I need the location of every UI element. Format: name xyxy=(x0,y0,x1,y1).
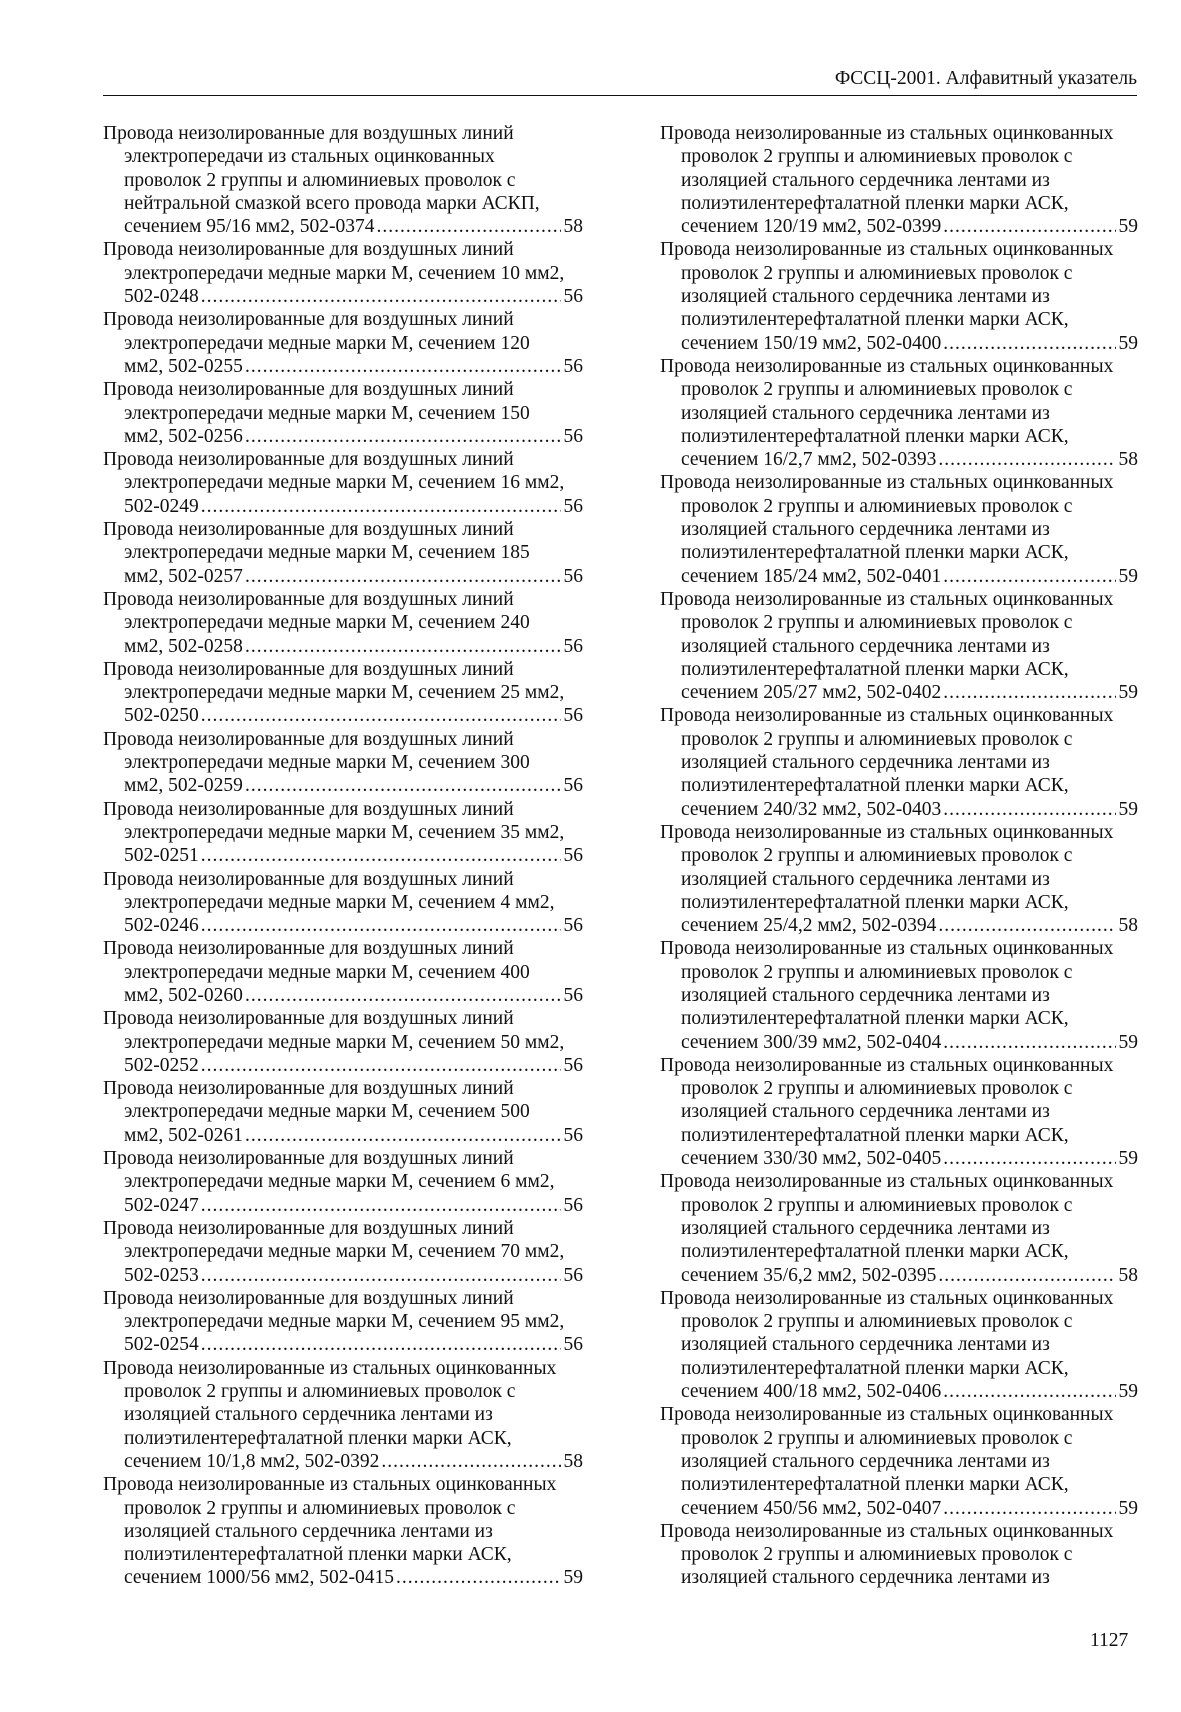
dot-leader xyxy=(199,285,561,308)
entry-text-line: проволок 2 группы и алюминиевых проволок с xyxy=(681,379,1073,401)
index-entry xyxy=(660,1054,1138,1170)
entry-page-ref: 56 xyxy=(563,495,583,517)
index-entry xyxy=(103,658,583,728)
entry-text-line: изоляцией стального сердечника лентами из xyxy=(124,1520,493,1542)
entry-text-line: полиэтилентерефталатной пленки марки АСК, xyxy=(681,1124,1069,1146)
entry-text-line: полиэтилентерефталатной пленки марки АСК, xyxy=(681,192,1069,214)
entry-text-line: электропередачи медные марки М, сечением 185 xyxy=(124,542,530,564)
dot-leader xyxy=(199,704,561,727)
index-entry xyxy=(103,308,583,378)
index-entry xyxy=(103,1217,583,1287)
entry-text-line: изоляцией стального сердечника лентами из xyxy=(681,1334,1050,1356)
entry-text-line: Провода неизолированные из стальных оцинкованных xyxy=(660,1287,1114,1309)
entry-text-line: 502-0252 xyxy=(124,1054,199,1076)
dot-leader xyxy=(199,1333,561,1356)
entry-text-line: Провода неизолированные из стальных оцинкованных xyxy=(660,1404,1114,1426)
index-entry xyxy=(103,1077,583,1147)
entry-last-line xyxy=(103,1566,583,1589)
running-header: ФССЦ-2001. Алфавитный указатель xyxy=(834,68,1137,89)
dot-leader xyxy=(941,798,1115,821)
dot-leader xyxy=(243,565,561,588)
dot-leader xyxy=(941,1031,1115,1054)
index-entry xyxy=(660,238,1138,354)
index-entry xyxy=(660,937,1138,1053)
index-entry xyxy=(103,1357,583,1473)
entry-last-line xyxy=(660,681,1138,704)
entry-text-line: Провода неизолированные из стальных оцинкованных xyxy=(660,1520,1114,1542)
page-number: 1127 xyxy=(1090,1630,1129,1651)
dot-leader xyxy=(243,635,561,658)
entry-page-ref: 59 xyxy=(1118,1148,1138,1170)
entry-text-line: мм2, 502-0259 xyxy=(124,775,243,797)
entry-page-ref: 56 xyxy=(563,565,583,587)
index-entry xyxy=(660,122,1138,238)
entry-text-line: электропередачи медные марки М, сечением 4 мм2, xyxy=(124,891,555,913)
entry-page-ref: 56 xyxy=(563,635,583,657)
index-entry xyxy=(103,1147,583,1217)
entry-text-line: полиэтилентерефталатной пленки марки АСК, xyxy=(681,1008,1069,1030)
entry-text-line: мм2, 502-0256 xyxy=(124,425,243,447)
entry-text-line: нейтральной смазкой всего провода марки АСКП, xyxy=(124,192,540,214)
dot-leader xyxy=(941,1147,1115,1170)
entry-last-line xyxy=(103,1333,583,1356)
entry-text-line: электропередачи медные марки М, сечением 10 мм2, xyxy=(124,262,565,284)
entry-last-line xyxy=(103,914,583,937)
entry-text-line: проволок 2 группы и алюминиевых проволок с xyxy=(681,146,1073,168)
entry-text-line: изоляцией стального сердечника лентами из xyxy=(681,519,1050,541)
entry-text-line: изоляцией стального сердечника лентами из xyxy=(124,1404,493,1426)
entry-text-line: Провода неизолированные из стальных оцинкованных xyxy=(660,821,1114,843)
dot-leader xyxy=(243,984,561,1007)
entry-last-line xyxy=(660,798,1138,821)
index-entry xyxy=(103,1287,583,1357)
entry-page-ref: 56 xyxy=(563,775,583,797)
entry-text-line: Провода неизолированные для воздушных линий xyxy=(103,519,514,541)
index-entry xyxy=(103,518,583,588)
entry-page-ref: 58 xyxy=(563,216,583,238)
dot-leader xyxy=(394,1566,561,1589)
entry-text-line: электропередачи медные марки М, сечением 120 xyxy=(124,332,530,354)
entry-text-line: проволок 2 группы и алюминиевых проволок с xyxy=(681,1194,1073,1216)
index-column-right xyxy=(660,122,1138,1590)
dot-leader xyxy=(199,1264,561,1287)
entry-text-line: изоляцией стального сердечника лентами из xyxy=(681,1101,1050,1123)
entry-text-line: сечением 10/1,8 мм2, 502-0392 xyxy=(124,1450,380,1472)
index-entry xyxy=(103,1007,583,1077)
entry-text-line: электропередачи медные марки М, сечением 70 мм2, xyxy=(124,1241,565,1263)
entry-text-line: сечением 330/30 мм2, 502-0405 xyxy=(681,1148,942,1170)
entry-text-line: Провода неизолированные для воздушных линий xyxy=(103,798,514,820)
entry-last-line xyxy=(103,355,583,378)
entry-text-line: проволок 2 группы и алюминиевых проволок с xyxy=(681,1427,1073,1449)
dot-leader xyxy=(199,914,561,937)
entry-last-line xyxy=(660,1031,1138,1054)
entry-text-line: Провода неизолированные для воздушных линий xyxy=(103,868,514,890)
entry-text-line: электропередачи медные марки М, сечением 16 мм2, xyxy=(124,472,565,494)
index-entry xyxy=(103,728,583,798)
entry-text-line: Провода неизолированные для воздушных линий xyxy=(103,449,514,471)
entry-text-line: сечением 450/56 мм2, 502-0407 xyxy=(681,1497,942,1519)
index-entry xyxy=(103,1473,583,1589)
entry-text-line: мм2, 502-0258 xyxy=(124,635,243,657)
entry-last-line xyxy=(103,1450,583,1473)
entry-page-ref: 58 xyxy=(1118,1264,1138,1286)
entry-text-line: сечением 35/6,2 мм2, 502-0395 xyxy=(681,1264,937,1286)
entry-text-line: полиэтилентерефталатной пленки марки АСК, xyxy=(681,309,1069,331)
entry-text-line: Провода неизолированные для воздушных линий xyxy=(103,1008,514,1030)
entry-page-ref: 59 xyxy=(1118,1497,1138,1519)
dot-leader xyxy=(199,1054,561,1077)
index-entry xyxy=(103,937,583,1007)
entry-text-line: Провода неизолированные для воздушных линий xyxy=(103,1078,514,1100)
entry-text-line: изоляцией стального сердечника лентами из xyxy=(681,868,1050,890)
entry-text-line: сечением 95/16 мм2, 502-0374 xyxy=(124,216,375,238)
index-entry xyxy=(660,588,1138,704)
dot-leader xyxy=(243,355,561,378)
entry-text-line: Провода неизолированные для воздушных линий xyxy=(103,1148,514,1170)
dot-leader xyxy=(199,1194,561,1217)
entry-text-line: Провода неизолированные из стальных оцинкованных xyxy=(660,123,1114,144)
entry-page-ref: 59 xyxy=(563,1567,583,1589)
entry-text-line: сечением 25/4,2 мм2, 502-0394 xyxy=(681,915,937,937)
dot-leader xyxy=(936,448,1115,471)
entry-text-line: Провода неизолированные из стальных оцинкованных xyxy=(660,355,1114,377)
index-entry xyxy=(103,448,583,518)
entry-last-line xyxy=(103,1194,583,1217)
entry-text-line: 502-0249 xyxy=(124,495,199,517)
entry-page-ref: 56 xyxy=(563,286,583,308)
entry-text-line: проволок 2 группы и алюминиевых проволок с xyxy=(681,1544,1073,1566)
entry-text-line: полиэтилентерефталатной пленки марки АСК, xyxy=(681,891,1069,913)
entry-text-line: изоляцией стального сердечника лентами из xyxy=(681,169,1050,191)
entry-text-line: мм2, 502-0255 xyxy=(124,355,243,377)
entry-text-line: изоляцией стального сердечника лентами из xyxy=(681,1567,1050,1589)
index-entry xyxy=(103,122,583,238)
entry-text-line: Провода неизолированные из стальных оцинкованных xyxy=(660,938,1114,960)
entry-text-line: Провода неизолированные из стальных оцинкованных xyxy=(660,588,1114,610)
index-entry xyxy=(660,1520,1138,1590)
entry-text-line: изоляцией стального сердечника лентами из xyxy=(681,1217,1050,1239)
entry-text-line: Провода неизолированные для воздушных линий xyxy=(103,379,514,401)
dot-leader xyxy=(941,681,1115,704)
entry-text-line: Провода неизолированные для воздушных линий xyxy=(103,309,514,331)
index-entry xyxy=(103,868,583,938)
dot-leader xyxy=(941,1380,1115,1403)
entry-last-line xyxy=(103,215,583,238)
entry-last-line xyxy=(103,285,583,308)
dot-leader xyxy=(243,774,561,797)
entry-text-line: проволок 2 группы и алюминиевых проволок с xyxy=(681,262,1073,284)
entry-page-ref: 56 xyxy=(563,1334,583,1356)
entry-page-ref: 59 xyxy=(1118,682,1138,704)
entry-text-line: проволок 2 группы и алюминиевых проволок с xyxy=(124,1497,516,1519)
dot-leader xyxy=(941,1497,1115,1520)
index-entry xyxy=(660,1287,1138,1403)
entry-text-line: проволок 2 группы и алюминиевых проволок с xyxy=(681,1078,1073,1100)
entry-text-line: 502-0254 xyxy=(124,1334,199,1356)
entry-text-line: 502-0253 xyxy=(124,1264,199,1286)
entry-text-line: проволок 2 группы и алюминиевых проволок с xyxy=(681,728,1073,750)
entry-last-line xyxy=(103,1264,583,1287)
dot-leader xyxy=(199,844,561,867)
entry-last-line xyxy=(103,425,583,448)
index-entry xyxy=(660,821,1138,937)
entry-page-ref: 56 xyxy=(563,845,583,867)
entry-page-ref: 58 xyxy=(563,1450,583,1472)
dot-leader xyxy=(941,332,1115,355)
entry-last-line xyxy=(660,448,1138,471)
entry-text-line: сечением 1000/56 мм2, 502-0415 xyxy=(124,1567,394,1589)
entry-text-line: Провода неизолированные для воздушных линий xyxy=(103,1287,514,1309)
entry-text-line: электропередачи медные марки М, сечением 25 мм2, xyxy=(124,682,565,704)
entry-text-line: Провода неизолированные для воздушных линий xyxy=(103,658,514,680)
entry-text-line: изоляцией стального сердечника лентами из xyxy=(681,286,1050,308)
entry-page-ref: 58 xyxy=(1118,449,1138,471)
dot-leader xyxy=(243,425,561,448)
entry-text-line: электропередачи медные марки М, сечением 6 мм2, xyxy=(124,1171,555,1193)
entry-text-line: 502-0246 xyxy=(124,915,199,937)
entry-text-line: полиэтилентерефталатной пленки марки АСК, xyxy=(681,1357,1069,1379)
entry-last-line xyxy=(103,774,583,797)
entry-text-line: Провода неизолированные из стальных оцинкованных xyxy=(660,1171,1114,1193)
entry-last-line xyxy=(103,704,583,727)
entry-text-line: электропередачи медные марки М, сечением 400 xyxy=(124,961,530,983)
entry-last-line xyxy=(660,914,1138,937)
entry-text-line: полиэтилентерефталатной пленки марки АСК, xyxy=(124,1544,512,1566)
entry-text-line: сечением 240/32 мм2, 502-0403 xyxy=(681,798,942,820)
entry-page-ref: 59 xyxy=(1118,1381,1138,1403)
index-entry xyxy=(103,238,583,308)
entry-text-line: Провода неизолированные для воздушных линий xyxy=(103,239,514,261)
entry-page-ref: 56 xyxy=(563,1264,583,1286)
entry-page-ref: 59 xyxy=(1118,798,1138,820)
entry-page-ref: 56 xyxy=(563,355,583,377)
entry-text-line: проволок 2 группы и алюминиевых проволок с xyxy=(681,495,1073,517)
entry-text-line: Провода неизолированные для воздушных линий xyxy=(103,728,514,750)
header-rule xyxy=(103,95,1137,96)
entry-page-ref: 56 xyxy=(563,984,583,1006)
entry-page-ref: 56 xyxy=(563,1194,583,1216)
entry-text-line: 502-0248 xyxy=(124,286,199,308)
entry-text-line: 502-0250 xyxy=(124,705,199,727)
entry-page-ref: 59 xyxy=(1118,1031,1138,1053)
entry-text-line: изоляцией стального сердечника лентами из xyxy=(681,752,1050,774)
entry-text-line: полиэтилентерефталатной пленки марки АСК, xyxy=(681,1474,1069,1496)
entry-text-line: сечением 300/39 мм2, 502-0404 xyxy=(681,1031,942,1053)
entry-last-line xyxy=(660,1147,1138,1170)
entry-text-line: электропередачи медные марки М, сечением 150 xyxy=(124,402,530,424)
entry-last-line xyxy=(103,984,583,1007)
entry-text-line: Провода неизолированные из стальных оцинкованных xyxy=(660,705,1114,727)
entry-text-line: проволок 2 группы и алюминиевых проволок с xyxy=(681,845,1073,867)
dot-leader xyxy=(936,1264,1115,1287)
entry-page-ref: 56 xyxy=(563,1124,583,1146)
entry-last-line xyxy=(660,1264,1138,1287)
entry-page-ref: 56 xyxy=(563,705,583,727)
entry-text-line: сечением 205/27 мм2, 502-0402 xyxy=(681,682,942,704)
entry-text-line: проволок 2 группы и алюминиевых проволок с xyxy=(124,1381,516,1403)
dot-leader xyxy=(243,1124,561,1147)
dot-leader xyxy=(374,215,560,238)
dot-leader xyxy=(199,495,561,518)
entry-text-line: сечением 185/24 мм2, 502-0401 xyxy=(681,565,942,587)
entry-text-line: 502-0247 xyxy=(124,1194,199,1216)
entry-text-line: мм2, 502-0261 xyxy=(124,1124,243,1146)
entry-last-line xyxy=(660,332,1138,355)
entry-last-line xyxy=(103,844,583,867)
entry-text-line: Провода неизолированные для воздушных линий xyxy=(103,588,514,610)
entry-text-line: сечением 16/2,7 мм2, 502-0393 xyxy=(681,449,937,471)
entry-page-ref: 58 xyxy=(1118,915,1138,937)
dot-leader xyxy=(941,215,1115,238)
entry-text-line: полиэтилентерефталатной пленки марки АСК, xyxy=(681,425,1069,447)
entry-text-line: Провода неизолированные из стальных оцинкованных xyxy=(103,1357,557,1379)
dot-leader xyxy=(941,565,1115,588)
entry-text-line: проволок 2 группы и алюминиевых проволок с xyxy=(681,961,1073,983)
entry-text-line: полиэтилентерефталатной пленки марки АСК, xyxy=(681,1241,1069,1263)
entry-last-line xyxy=(660,1380,1138,1403)
entry-text-line: проволок 2 группы и алюминиевых проволок с xyxy=(124,169,516,191)
entry-last-line xyxy=(103,1054,583,1077)
index-entry xyxy=(103,798,583,868)
entry-text-line: Провода неизолированные из стальных оцинкованных xyxy=(660,472,1114,494)
index-entry xyxy=(660,1403,1138,1519)
entry-text-line: изоляцией стального сердечника лентами из xyxy=(681,402,1050,424)
entry-page-ref: 59 xyxy=(1118,332,1138,354)
entry-text-line: сечением 120/19 мм2, 502-0399 xyxy=(681,216,942,238)
entry-text-line: электропередачи медные марки М, сечением 50 мм2, xyxy=(124,1031,565,1053)
entry-text-line: изоляцией стального сердечника лентами из xyxy=(681,984,1050,1006)
entry-text-line: изоляцией стального сердечника лентами из xyxy=(681,635,1050,657)
index-entry xyxy=(660,1170,1138,1286)
entry-text-line: электропередачи из стальных оцинкованных xyxy=(124,146,495,168)
entry-text-line: электропередачи медные марки М, сечением 300 xyxy=(124,752,530,774)
entry-text-line: Провода неизолированные для воздушных линий xyxy=(103,123,514,144)
entry-text-line: Провода неизолированные из стальных оцинкованных xyxy=(660,239,1114,261)
entry-text-line: 502-0251 xyxy=(124,845,199,867)
entry-text-line: полиэтилентерефталатной пленки марки АСК, xyxy=(681,658,1069,680)
entry-text-line: Провода неизолированные для воздушных линий xyxy=(103,1217,514,1239)
entry-last-line xyxy=(660,215,1138,238)
entry-text-line: мм2, 502-0257 xyxy=(124,565,243,587)
entry-text-line: электропередачи медные марки М, сечением 500 xyxy=(124,1101,530,1123)
entry-last-line xyxy=(103,565,583,588)
entry-last-line xyxy=(103,495,583,518)
entry-page-ref: 56 xyxy=(563,1054,583,1076)
entry-last-line xyxy=(103,635,583,658)
index-entry xyxy=(103,378,583,448)
entry-last-line xyxy=(660,565,1138,588)
index-entry xyxy=(660,355,1138,471)
dot-leader xyxy=(936,914,1115,937)
entry-last-line xyxy=(660,1497,1138,1520)
index-column-left xyxy=(103,122,583,1590)
index-entry xyxy=(103,588,583,658)
entry-text-line: Провода неизолированные из стальных оцинкованных xyxy=(660,1054,1114,1076)
entry-page-ref: 59 xyxy=(1118,216,1138,238)
entry-text-line: изоляцией стального сердечника лентами из xyxy=(681,1450,1050,1472)
index-entry xyxy=(660,471,1138,587)
entry-page-ref: 56 xyxy=(563,915,583,937)
entry-text-line: сечением 150/19 мм2, 502-0400 xyxy=(681,332,942,354)
entry-page-ref: 56 xyxy=(563,425,583,447)
entry-text-line: полиэтилентерефталатной пленки марки АСК, xyxy=(681,775,1069,797)
entry-text-line: электропередачи медные марки М, сечением 35 мм2, xyxy=(124,821,565,843)
entry-last-line xyxy=(103,1124,583,1147)
dot-leader xyxy=(379,1450,560,1473)
entry-text-line: полиэтилентерефталатной пленки марки АСК, xyxy=(124,1427,512,1449)
entry-text-line: электропередачи медные марки М, сечением 95 мм2, xyxy=(124,1311,565,1333)
entry-text-line: электропередачи медные марки М, сечением 240 xyxy=(124,612,530,634)
index-entry xyxy=(660,704,1138,820)
entry-text-line: проволок 2 группы и алюминиевых проволок с xyxy=(681,612,1073,634)
entry-text-line: мм2, 502-0260 xyxy=(124,984,243,1006)
entry-text-line: Провода неизолированные для воздушных линий xyxy=(103,938,514,960)
entry-text-line: Провода неизолированные из стальных оцинкованных xyxy=(103,1474,557,1496)
entry-text-line: сечением 400/18 мм2, 502-0406 xyxy=(681,1381,942,1403)
entry-text-line: полиэтилентерефталатной пленки марки АСК, xyxy=(681,542,1069,564)
entry-page-ref: 59 xyxy=(1118,565,1138,587)
entry-text-line: проволок 2 группы и алюминиевых проволок с xyxy=(681,1311,1073,1333)
